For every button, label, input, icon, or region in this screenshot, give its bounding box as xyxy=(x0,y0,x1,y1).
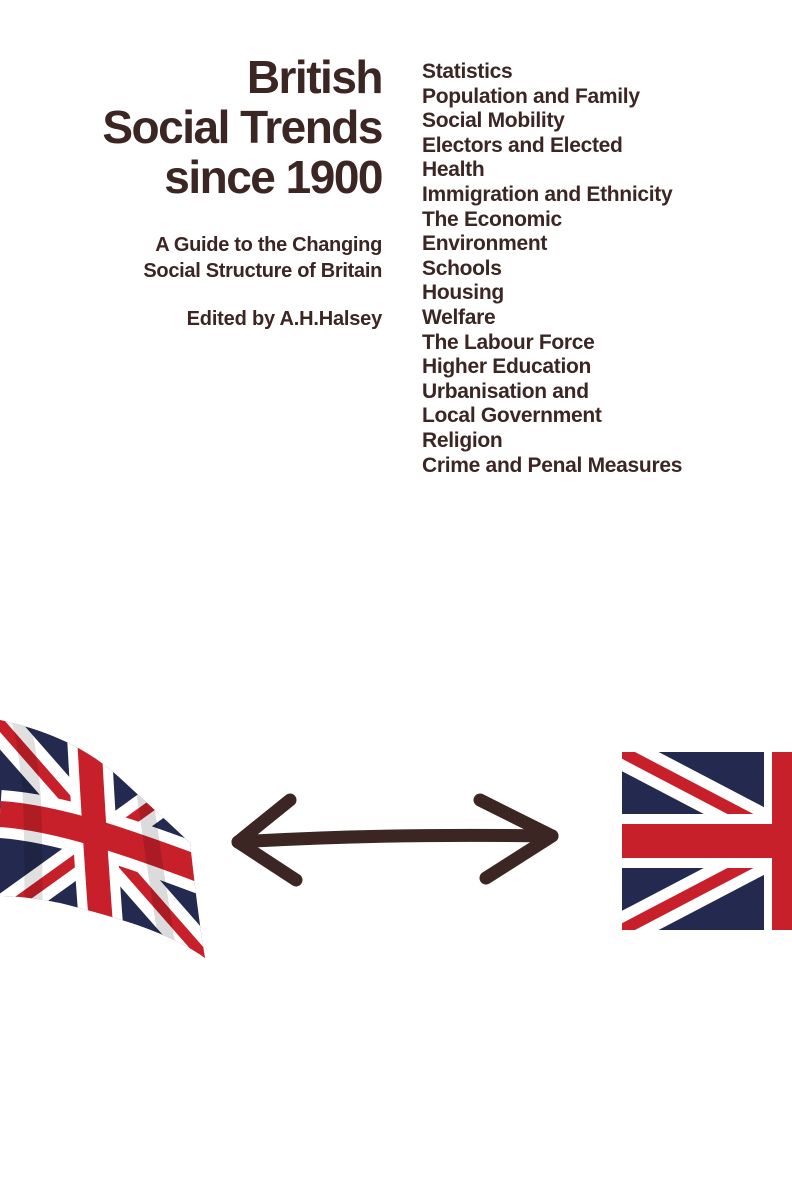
contents-item: Schools xyxy=(422,256,502,280)
contents-list xyxy=(422,60,682,478)
title-line-1: British xyxy=(246,51,382,103)
contents-item: Welfare xyxy=(422,305,496,329)
subtitle-line-2: Social Structure of Britain xyxy=(143,260,382,282)
contents-item: Housing xyxy=(422,281,504,305)
contents-item: Local Government xyxy=(422,404,602,428)
contents-item: The Economic xyxy=(422,207,562,231)
contents-item: Population and Family xyxy=(422,84,640,108)
book-title xyxy=(102,52,382,202)
contents-item: Statistics xyxy=(422,60,513,83)
waving-flag-icon xyxy=(0,718,210,963)
title-line-3: since 1900 xyxy=(164,151,382,203)
contents-item: Electors and Elected xyxy=(422,133,623,157)
contents-item: Religion xyxy=(422,428,503,452)
contents-item: Social Mobility xyxy=(422,109,565,133)
union-flag-icon xyxy=(622,752,792,930)
contents-item: Urbanisation and xyxy=(422,379,589,403)
title-line-2: Social Trends xyxy=(102,101,382,153)
contents-item: Crime and Penal Measures xyxy=(422,453,683,477)
subtitle-line-1: A Guide to the Changing xyxy=(155,234,382,256)
contents-item: Environment xyxy=(422,232,548,256)
book-subtitle xyxy=(143,232,382,284)
contents-item: Higher Education xyxy=(422,355,592,379)
editor-credit: Edited by A.H.Halsey xyxy=(186,308,382,330)
contents-item: Immigration and Ethnicity xyxy=(422,182,673,206)
contents-item: The Labour Force xyxy=(422,330,595,354)
double-arrow-icon xyxy=(228,790,564,890)
contents-item: Health xyxy=(422,158,485,182)
